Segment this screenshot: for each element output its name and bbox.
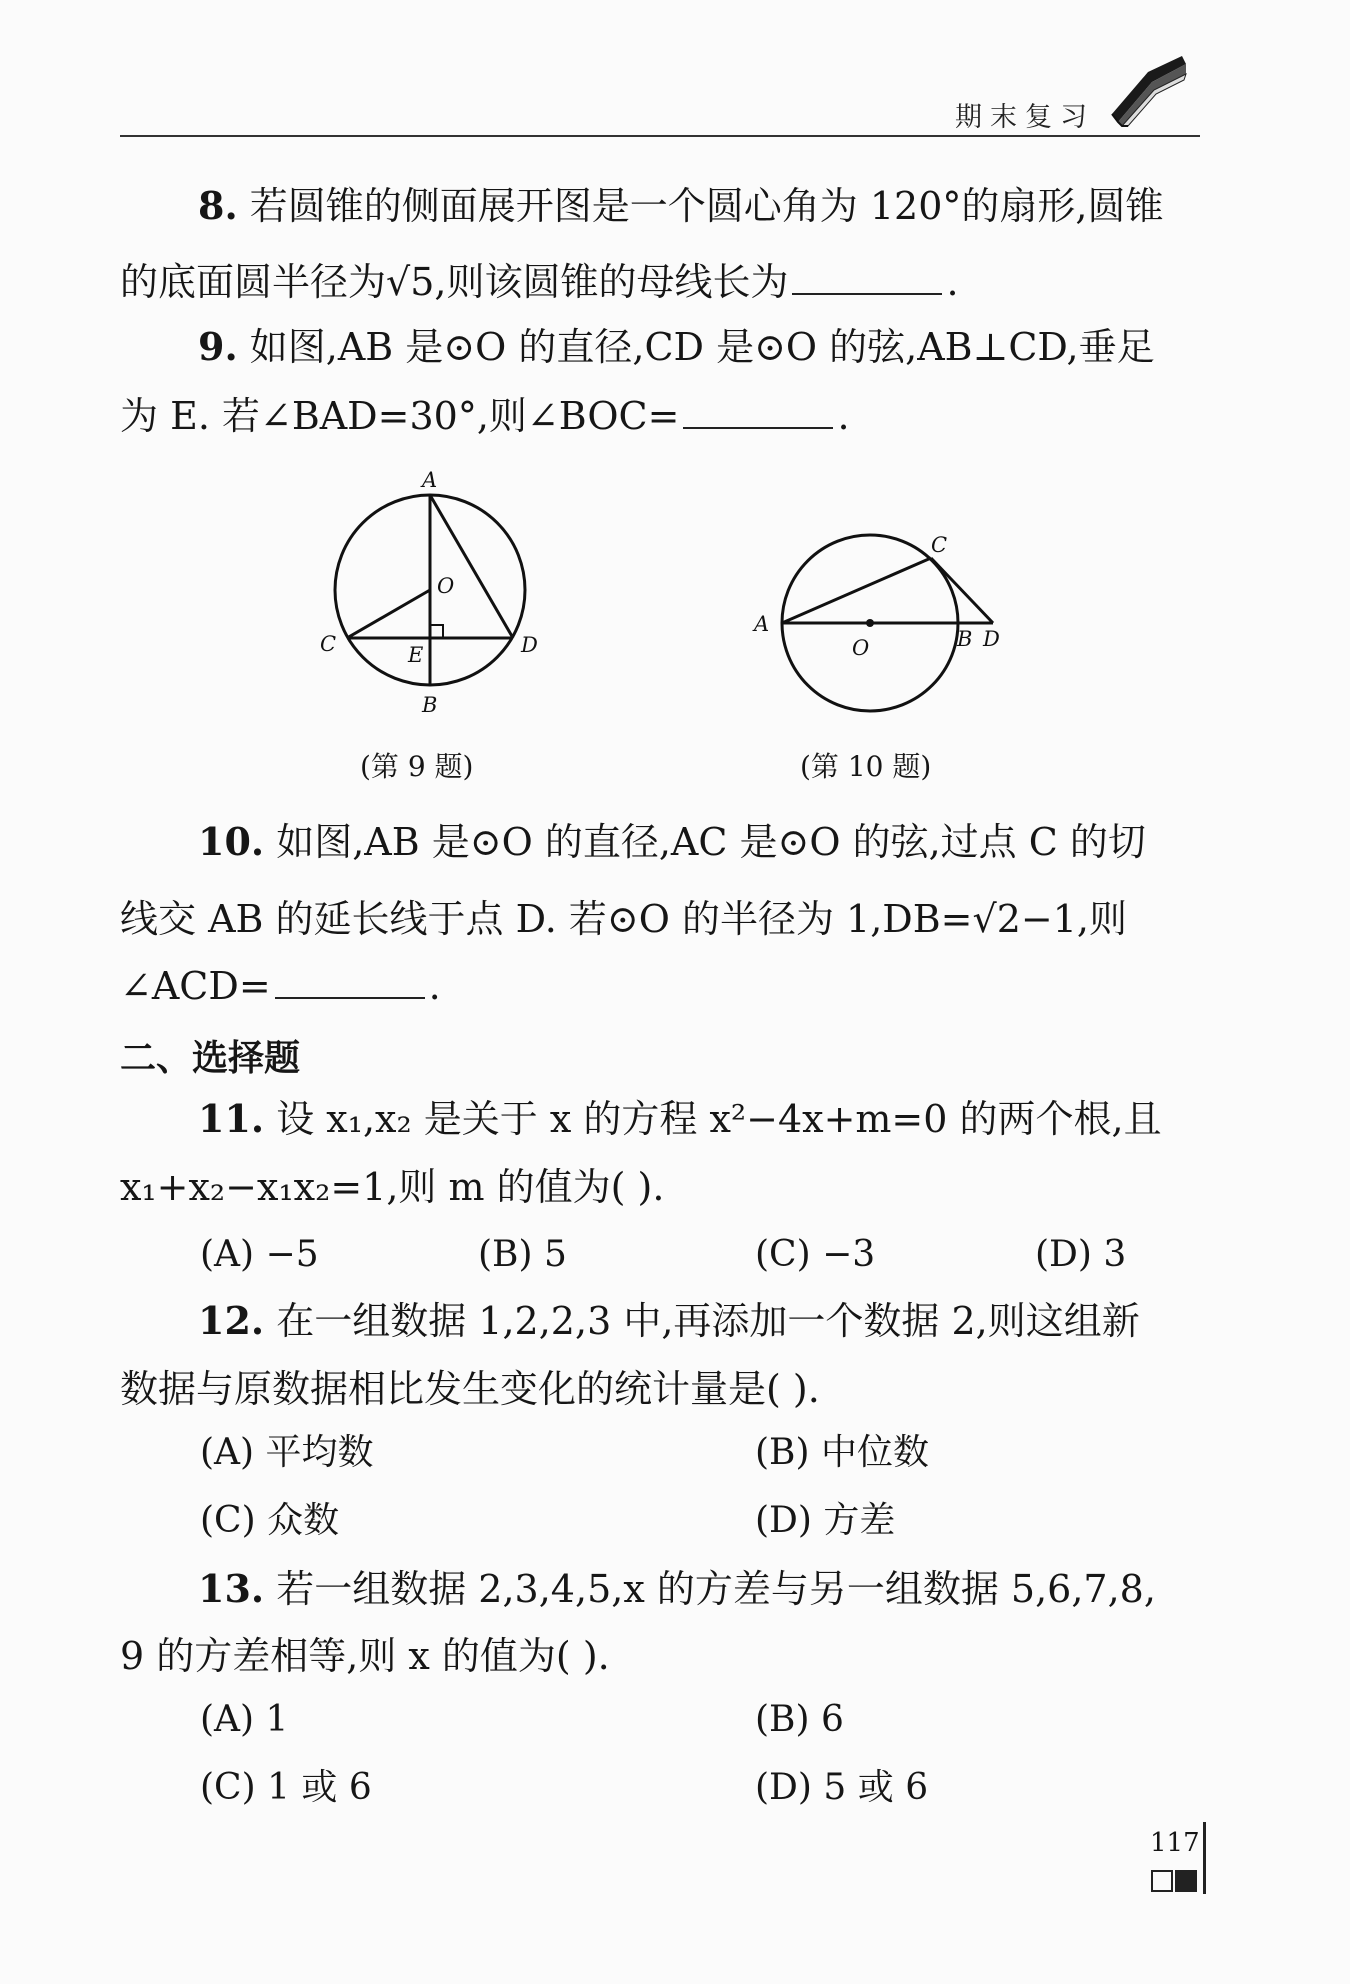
header-rule: [120, 135, 1200, 137]
fig10-label-o: O: [852, 636, 870, 660]
q10-line2: [120, 895, 1200, 943]
q13-text-2: 9 的方差相等,则 x 的值为( ).: [120, 1634, 610, 1678]
q9-text-2: 为 E. 若∠BAD=30°,则∠BOC=: [120, 394, 680, 438]
q10-text-2: 线交 AB 的延长线于点 D. 若⊙O 的半径为 1,DB=√2−1,则: [120, 897, 1128, 941]
filled-square-icon: [1175, 1870, 1197, 1892]
q13-line1: [198, 1565, 1278, 1613]
q12-text-1: 在一组数据 1,2,2,3 中,再添加一个数据 2,则这组新: [276, 1299, 1140, 1343]
q11-option-a[interactable]: (A) −5: [200, 1234, 319, 1275]
q9-text-1: 如图,AB 是⊙O 的直径,CD 是⊙O 的弦,AB⊥CD,垂足: [249, 325, 1155, 369]
q9-number: 9.: [198, 324, 238, 369]
q13-option-d[interactable]: (D) 5 或 6: [755, 1767, 929, 1808]
figure-q9: [310, 465, 570, 725]
fig9-right-angle-mark: [430, 625, 443, 638]
fig9-label-e: E: [408, 643, 424, 667]
fig10-tangent-cd: [931, 558, 993, 623]
q10-line1: [198, 818, 1278, 866]
fig10-label-a: A: [754, 612, 770, 636]
q11-number: 11.: [198, 1096, 265, 1141]
q9-line2: [120, 392, 1200, 440]
fig10-label-c: C: [931, 533, 948, 557]
q13-option-c[interactable]: (C) 1 或 6: [200, 1767, 372, 1808]
q11-text-1: 设 x₁,x₂ 是关于 x 的方程 x²−4x+m=0 的两个根,且: [276, 1097, 1162, 1141]
q10-period: .: [428, 964, 441, 1008]
fig10-center-dot: [866, 619, 874, 627]
q11-option-d[interactable]: (D) 3: [1035, 1234, 1127, 1275]
fig9-label-b: B: [422, 693, 438, 717]
q8-period: .: [946, 260, 959, 304]
q8-answer-blank[interactable]: [792, 263, 942, 295]
q11-line2: [120, 1163, 1200, 1211]
fig9-caption: (第 9 题): [360, 750, 474, 783]
fig9-label-d: D: [521, 633, 538, 657]
q10-line3: [120, 962, 1200, 1010]
q12-option-a[interactable]: (A) 平均数: [200, 1432, 374, 1473]
q10-text-1: 如图,AB 是⊙O 的直径,AC 是⊙O 的弦,过点 C 的切: [276, 820, 1146, 864]
q11-text-2: x₁+x₂−x₁x₂=1,则 m 的值为( ).: [120, 1165, 665, 1209]
q8-text-1: 若圆锥的侧面展开图是一个圆心角为 120°的扇形,圆锥: [249, 184, 1164, 228]
q8-text-2: 的底面圆半径为√5,则该圆锥的母线长为: [120, 260, 789, 304]
q12-option-d[interactable]: (D) 方差: [755, 1500, 896, 1541]
q10-number: 10.: [198, 819, 265, 864]
figure-q10: [745, 530, 1025, 730]
page-number-rule: [1203, 1822, 1206, 1894]
q8-number: 8.: [198, 183, 238, 228]
q12-line2: [120, 1365, 1200, 1413]
q13-option-b[interactable]: (B) 6: [755, 1699, 844, 1740]
q13-number: 13.: [198, 1566, 265, 1611]
q9-period: .: [837, 394, 850, 438]
fig10-label-d: D: [983, 627, 1000, 651]
q10-text-3: ∠ACD=: [120, 964, 271, 1008]
q9-line1: [198, 323, 1278, 371]
page-number: 117: [1150, 1828, 1200, 1858]
q12-option-b[interactable]: (B) 中位数: [755, 1432, 929, 1473]
section-title-choice: 二、选择题: [120, 1038, 301, 1079]
q12-text-2: 数据与原数据相比发生变化的统计量是( ).: [120, 1367, 820, 1411]
book-icon: [1108, 52, 1188, 127]
empty-square-icon: [1151, 1870, 1173, 1892]
q13-option-a[interactable]: (A) 1: [200, 1699, 289, 1740]
fig9-label-a: A: [422, 468, 438, 492]
q13-text-1: 若一组数据 2,3,4,5,x 的方差与另一组数据 5,6,7,8,: [276, 1567, 1156, 1611]
fig10-label-b: B: [957, 627, 973, 651]
fig9-label-o: O: [437, 574, 455, 598]
q8-line1: [198, 182, 1278, 230]
q11-line1: [198, 1095, 1278, 1143]
header-title: 期末复习: [955, 102, 1095, 133]
q12-number: 12.: [198, 1298, 265, 1343]
q9-answer-blank[interactable]: [683, 397, 833, 429]
q12-option-c[interactable]: (C) 众数: [200, 1500, 340, 1541]
fig10-caption: (第 10 题): [800, 750, 932, 783]
fig10-chord-ac: [782, 558, 931, 623]
q11-option-c[interactable]: (C) −3: [755, 1234, 876, 1275]
q12-line1: [198, 1297, 1278, 1345]
q10-answer-blank[interactable]: [275, 967, 425, 999]
q11-option-b[interactable]: (B) 5: [478, 1234, 567, 1275]
fig9-segment-ad: [430, 495, 513, 638]
fig9-segment-oc: [347, 590, 430, 638]
fig9-label-c: C: [320, 632, 337, 656]
q13-line2: [120, 1632, 1200, 1680]
q8-line2: [120, 258, 1200, 306]
